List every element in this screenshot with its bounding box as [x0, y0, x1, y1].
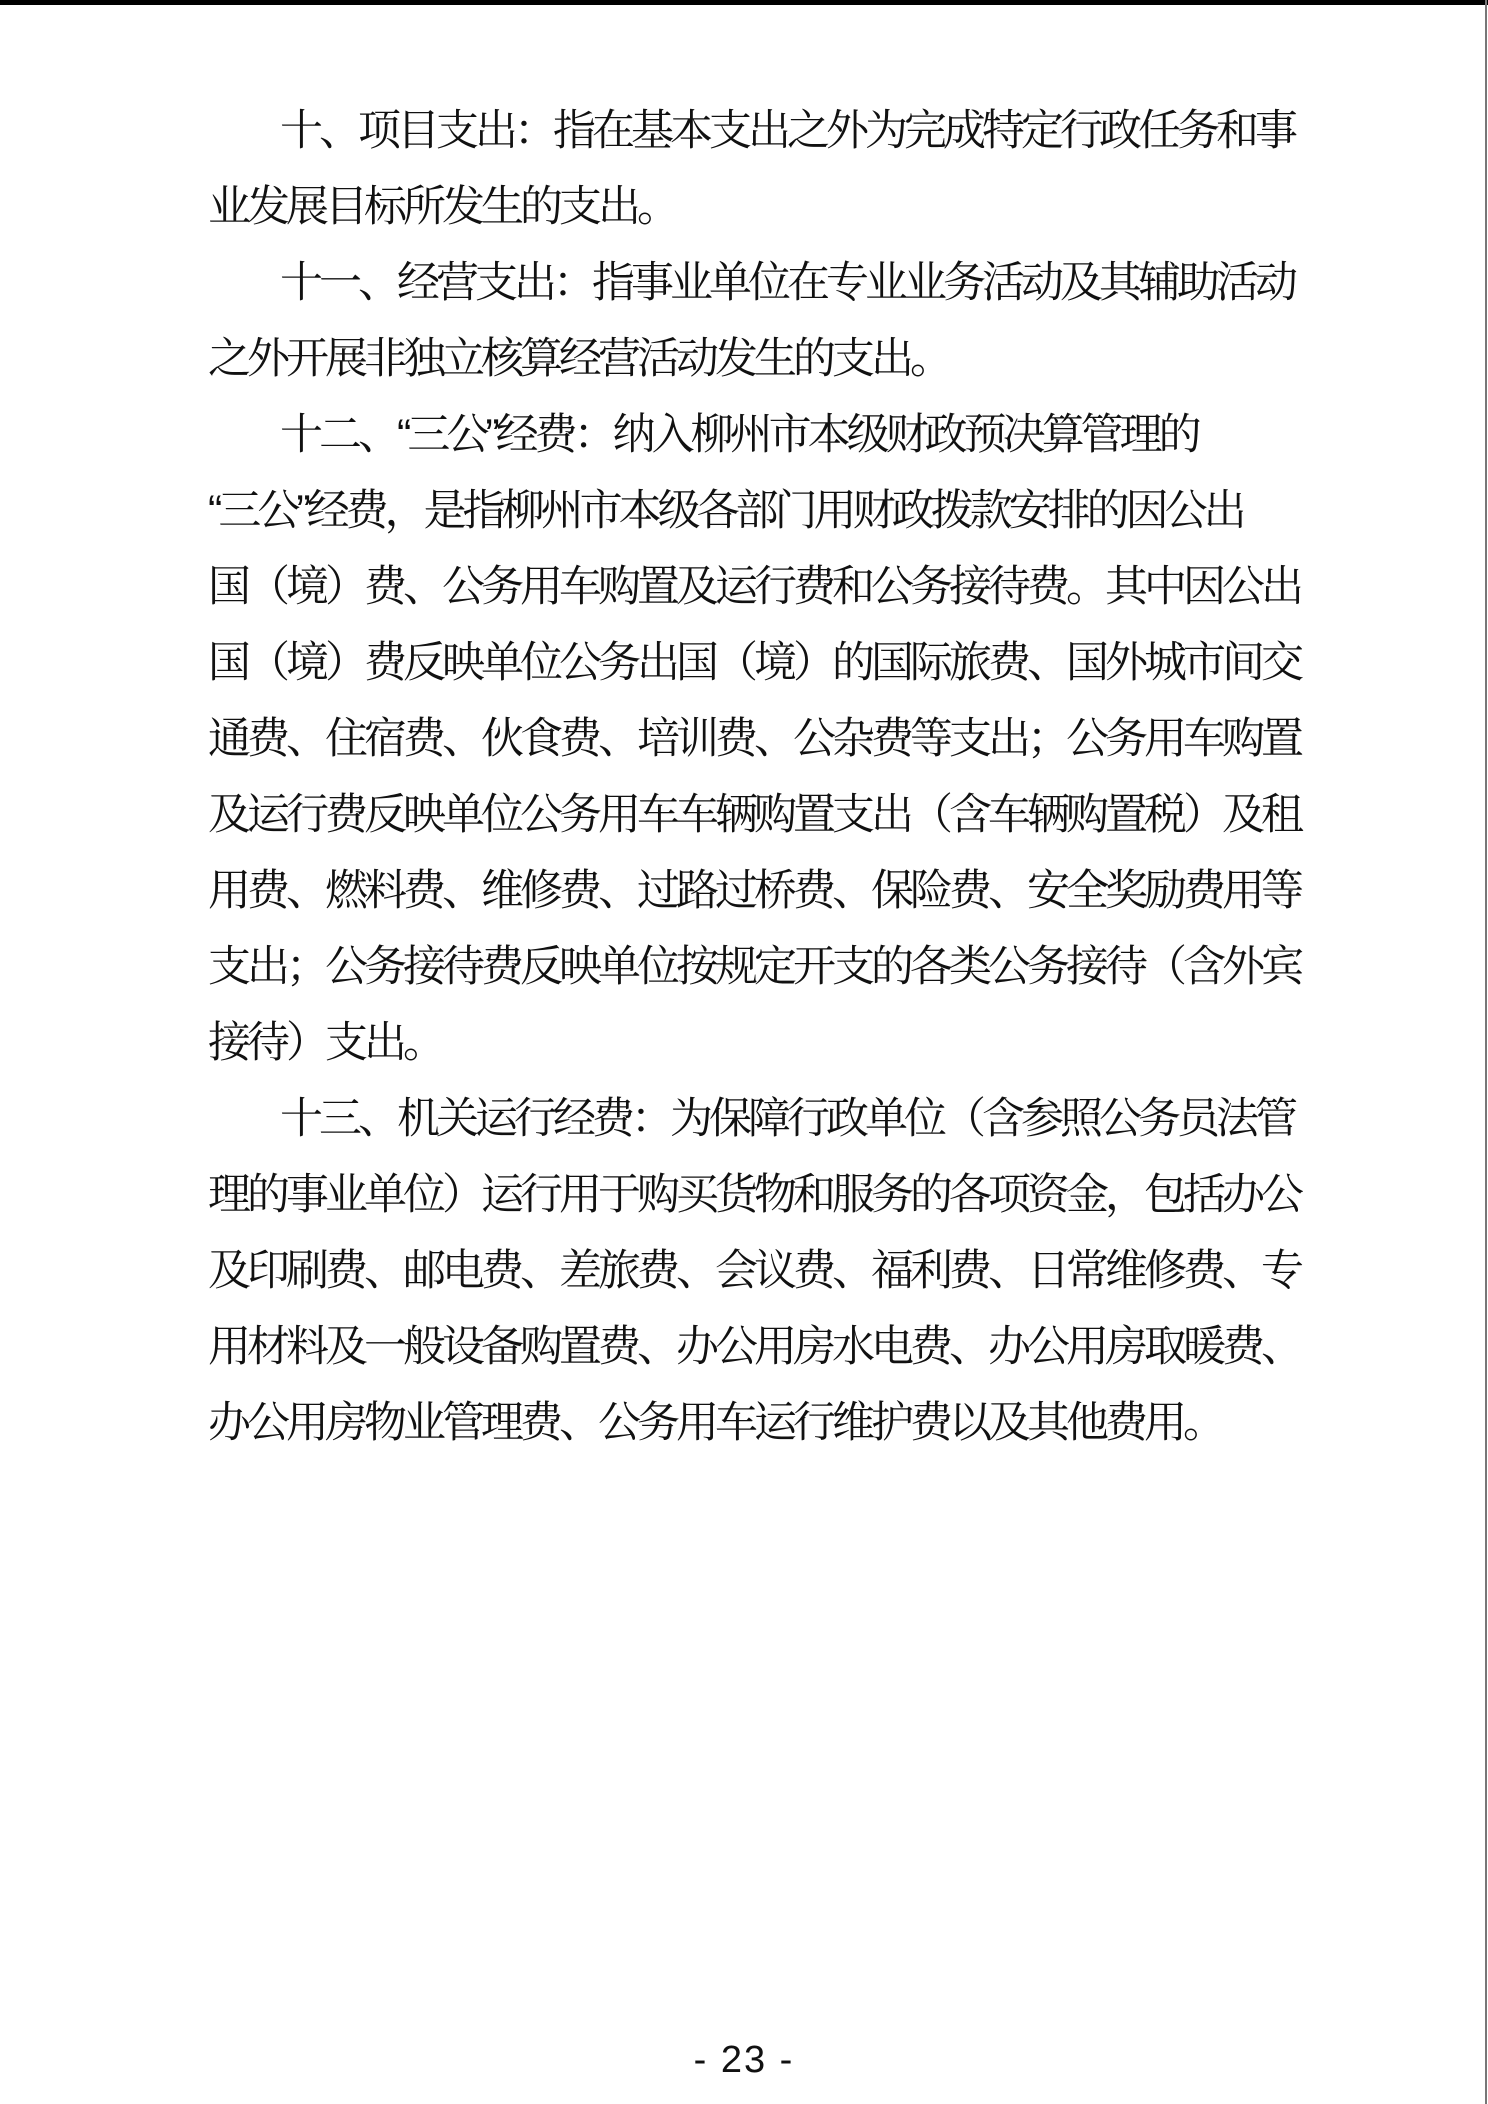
body-line: 用材料及一般设备购置费、办公用房水电费、办公用房取暖费、	[208, 1323, 1300, 1371]
body-line: 业发展目标所发生的支出。	[208, 183, 676, 231]
body-line: 国（境）费、公务用车购置及运行费和公务接待费。其中因公出	[208, 563, 1300, 611]
scan-artifact-right-edge	[1485, 0, 1487, 2104]
body-line: 国（境）费反映单位公务出国（境）的国际旅费、国外城市间交	[208, 639, 1300, 687]
body-line: 十、项目支出：指在基本支出之外为完成特定行政任务和事	[280, 107, 1294, 155]
page-number: - 23 -	[693, 2039, 795, 2081]
document-body	[208, 93, 1368, 1461]
body-line: 用费、燃料费、维修费、过路过桥费、保险费、安全奖励费用等	[208, 867, 1300, 915]
body-line: 十二、“三公”经费：纳入柳州市本级财政预决算管理的	[280, 411, 1198, 459]
body-line: 接待）支出。	[208, 1019, 442, 1067]
body-line: 支出；公务接待费反映单位按规定开支的各类公务接待（含外宾	[208, 943, 1300, 991]
body-line: 及运行费反映单位公务用车车辆购置支出（含车辆购置税）及租	[208, 791, 1300, 839]
body-line: “三公”经费，是指柳州市本级各部门用财政拨款安排的因公出	[208, 487, 1243, 535]
body-line: 十一、经营支出：指事业单位在专业业务活动及其辅助活动	[280, 259, 1294, 307]
body-line: 通费、住宿费、伙食费、培训费、公杂费等支出；公务用车购置	[208, 715, 1300, 763]
body-line: 办公用房物业管理费、公务用车运行维护费以及其他费用。	[208, 1399, 1222, 1447]
body-line: 之外开展非独立核算经营活动发生的支出。	[208, 335, 949, 383]
body-line: 及印刷费、邮电费、差旅费、会议费、福利费、日常维修费、专	[208, 1247, 1300, 1295]
body-line: 十三、机关运行经费：为保障行政单位（含参照公务员法管	[280, 1095, 1294, 1143]
body-line: 理的事业单位）运行用于购买货物和服务的各项资金，包括办公	[208, 1171, 1300, 1219]
scan-artifact-top-edge	[0, 0, 1488, 5]
